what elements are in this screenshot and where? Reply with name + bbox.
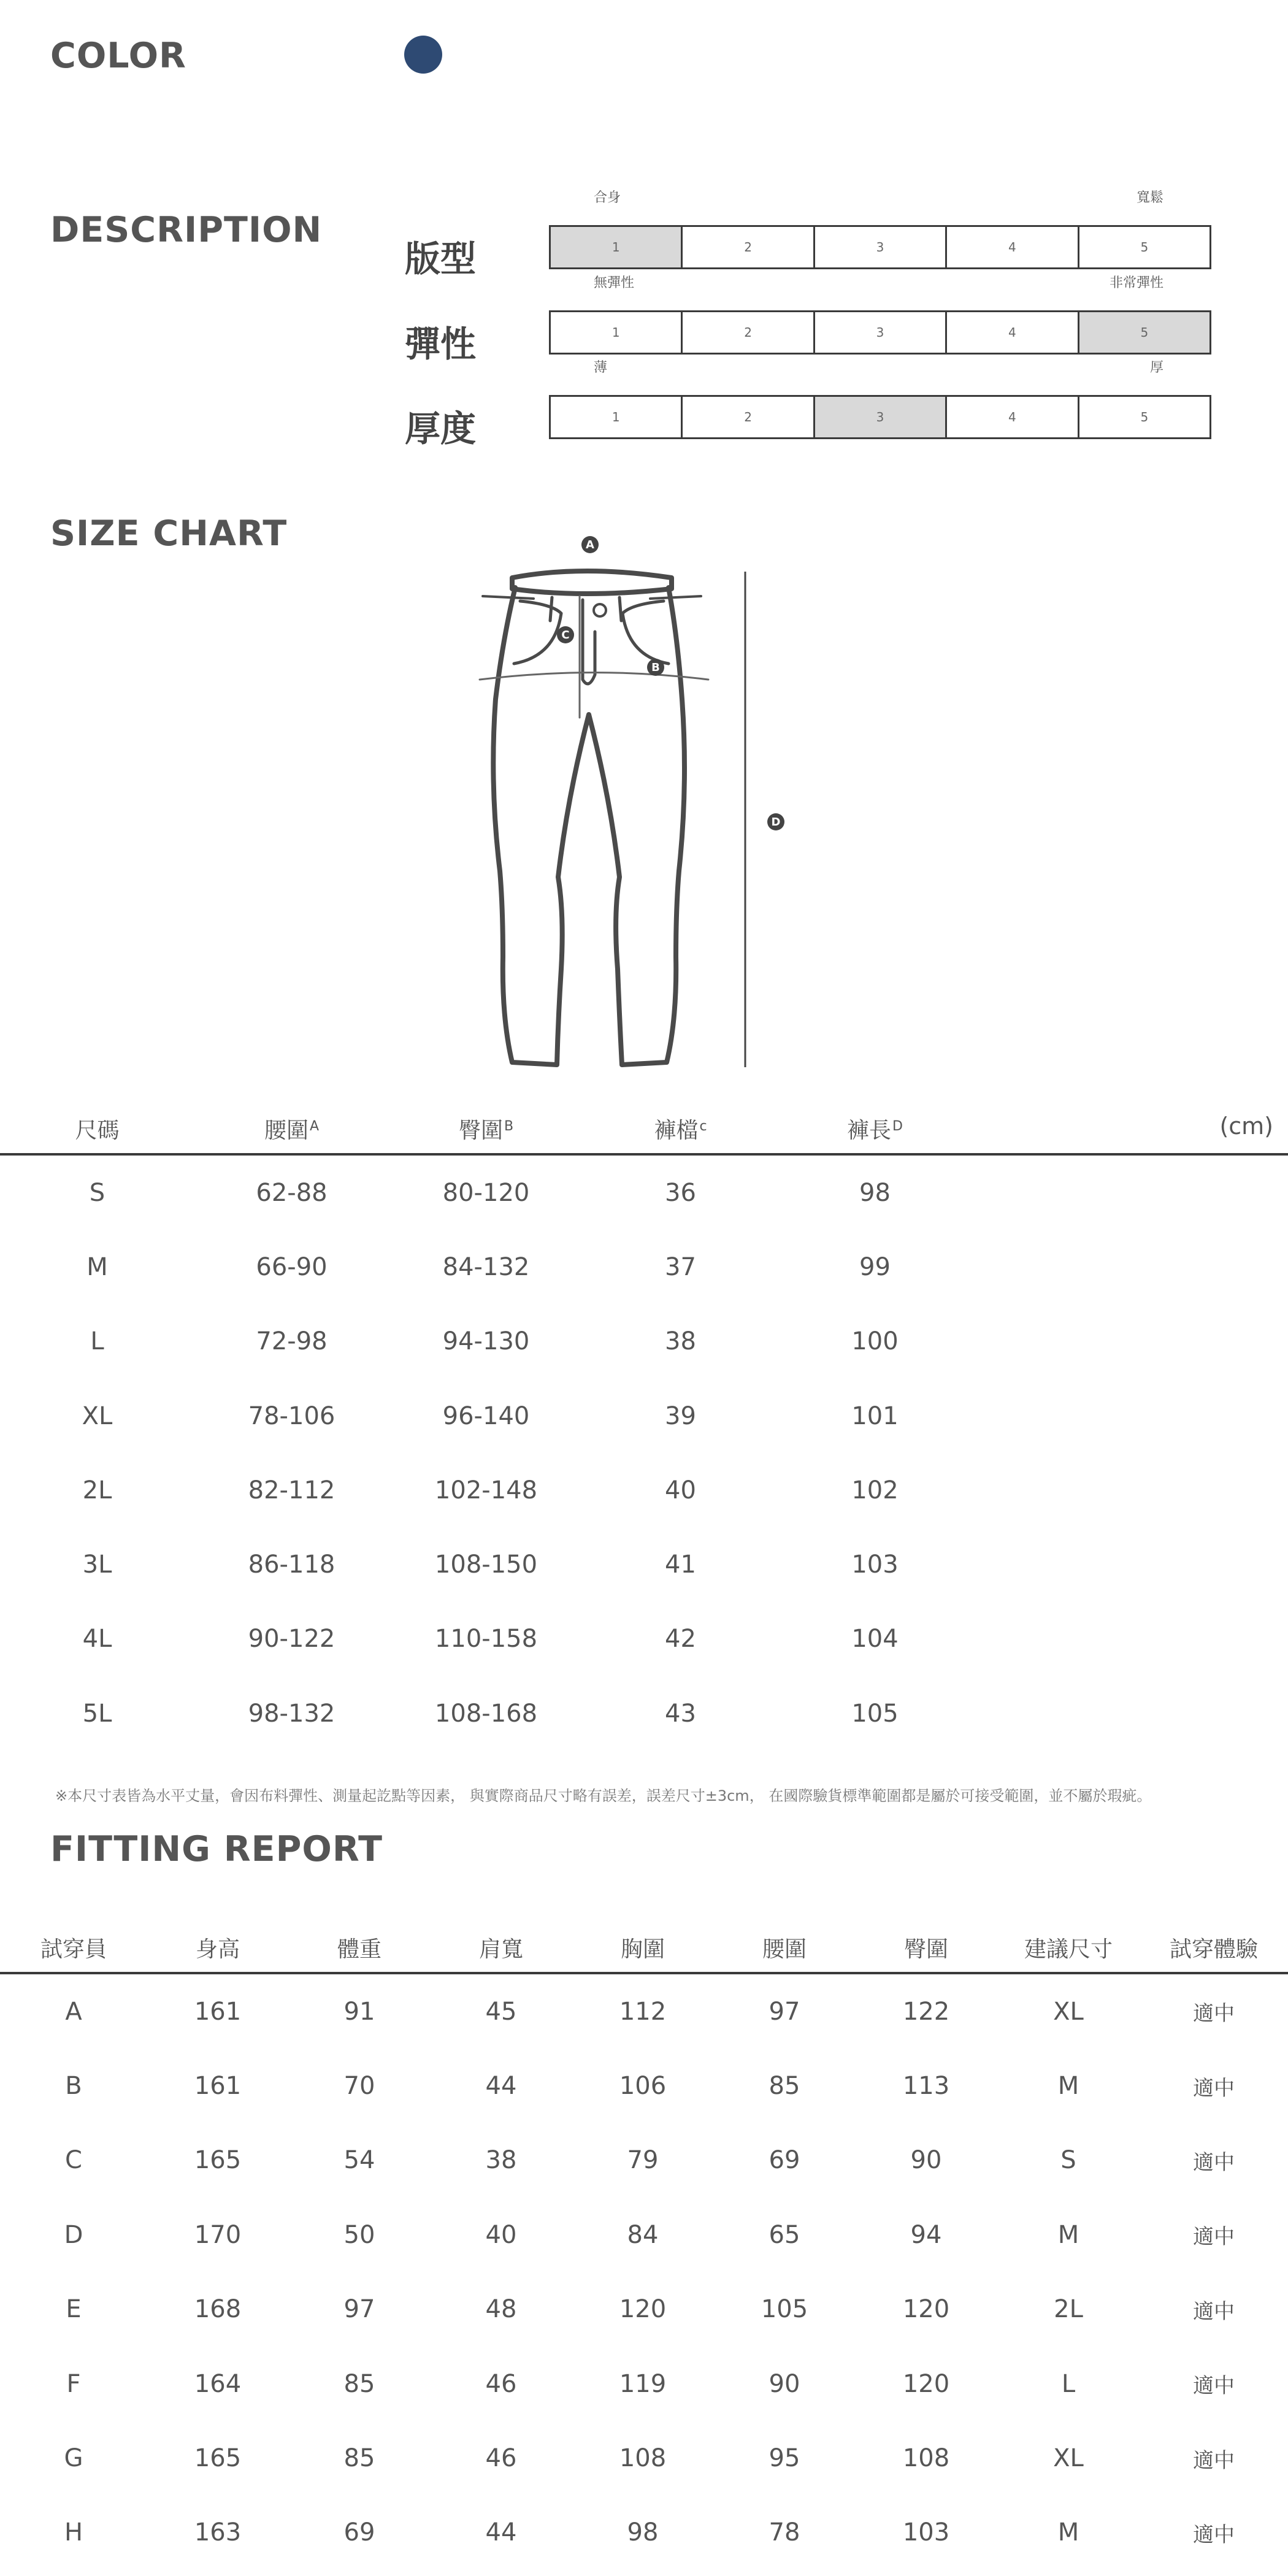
table-cell: 39 [665, 1401, 696, 1430]
table-row [0, 1379, 1288, 1453]
fitting-col-header: 建議尺寸 [1024, 1936, 1113, 1962]
header-marker: D [892, 1118, 903, 1134]
table-cell: 78-106 [248, 1401, 335, 1430]
table-cell: 108 [902, 2444, 950, 2473]
unit-label: (cm) [1219, 1113, 1273, 1140]
header-marker: A [309, 1118, 320, 1134]
scale-cell: 5 [1140, 410, 1149, 424]
table-cell: 96-140 [442, 1401, 530, 1430]
table-cell: D [64, 2220, 83, 2249]
table-cell: XL [82, 1401, 113, 1430]
header-text: 腰圍 [264, 1117, 309, 1143]
marker-c-icon: C [557, 626, 574, 643]
table-cell: 66-90 [256, 1252, 328, 1281]
table-cell: 94-130 [442, 1327, 530, 1356]
table-cell: 37 [665, 1252, 696, 1281]
table-cell: 69 [769, 2146, 800, 2175]
fitting-table-wrapper [0, 1923, 1288, 2570]
table-cell: 165 [194, 2146, 242, 2175]
table-cell: 42 [665, 1625, 696, 1654]
table-cell: 110-158 [434, 1625, 538, 1654]
fitting-table-header [0, 1923, 1288, 1973]
table-cell: 適中 [1193, 2299, 1235, 2324]
scale-left-label: 無彈性 [594, 275, 635, 291]
table-cell: 36 [665, 1178, 696, 1207]
fitting-col-header: 肩寬 [478, 1936, 523, 1962]
table-cell: 適中 [1193, 2076, 1235, 2101]
table-cell: L [90, 1327, 104, 1356]
table-row [0, 1602, 1288, 1676]
table-cell: M [86, 1252, 108, 1281]
table-cell: A [65, 1997, 82, 2026]
size-table-wrapper [0, 1104, 1288, 1750]
header-text: 褲長 [847, 1117, 892, 1143]
scale-cell: 4 [947, 397, 1079, 437]
scale-right-label: 寬鬆 [1136, 190, 1163, 205]
table-cell: 97 [343, 2295, 375, 2324]
color-swatch-navy[interactable] [404, 36, 442, 74]
table-cell: 50 [343, 2220, 375, 2249]
scale-label-2: 彈性 [405, 323, 477, 365]
table-row [0, 1305, 1288, 1379]
header-text: 臀圍 [458, 1117, 503, 1143]
table-cell: 119 [619, 2369, 667, 2398]
scale-cell: 4 [947, 312, 1079, 353]
table-cell: 40 [485, 2220, 517, 2249]
table-cell: 90-122 [248, 1625, 335, 1654]
size-col-header [583, 1104, 778, 1154]
table-row [0, 1676, 1288, 1750]
table-cell: H [64, 2518, 83, 2547]
scale-cell: 2 [683, 227, 815, 267]
size-col-header [194, 1104, 389, 1154]
size-col-header [778, 1104, 972, 1154]
table-cell: 170 [194, 2220, 242, 2249]
table-cell: 82-112 [248, 1476, 335, 1505]
table-cell: 79 [627, 2146, 659, 2175]
table-row [0, 2421, 1288, 2495]
table-cell: M [1057, 2220, 1079, 2249]
table-cell: 84 [627, 2220, 659, 2249]
table-cell: 101 [851, 1401, 899, 1430]
table-cell: 適中 [1193, 2001, 1235, 2026]
scale-bar [549, 395, 1211, 439]
fitting-col-header: 胸圍 [620, 1936, 665, 1962]
marker-b-icon: B [647, 659, 664, 676]
table-cell: 100 [851, 1327, 899, 1356]
size-table [0, 1104, 1288, 1750]
table-cell: M [1057, 2518, 1079, 2547]
scale-bar [549, 225, 1211, 269]
table-row [0, 2123, 1288, 2198]
scale-cell: 5 [1079, 312, 1209, 353]
table-row [0, 1453, 1288, 1527]
table-cell: 70 [343, 2072, 375, 2101]
fitting-col-header: 體重 [337, 1936, 381, 1962]
table-cell: 46 [485, 2369, 517, 2398]
table-cell: F [66, 2369, 81, 2398]
header-text: 尺碼 [75, 1117, 120, 1143]
scale-cell: 2 [683, 397, 815, 437]
table-cell: 38 [485, 2146, 517, 2175]
table-cell: B [65, 2072, 82, 2101]
table-cell: 105 [761, 2295, 808, 2324]
pants-diagram [466, 527, 810, 1079]
table-cell: 85 [343, 2369, 375, 2398]
header-text: 褲檔 [654, 1117, 699, 1143]
marker-d-icon: D [767, 813, 784, 830]
header-marker: B [504, 1118, 514, 1134]
table-cell: 3L [82, 1551, 112, 1579]
table-cell: 84-132 [442, 1252, 530, 1281]
table-cell: 105 [851, 1699, 899, 1728]
table-cell: S [89, 1178, 105, 1207]
table-cell: 適中 [1193, 2448, 1235, 2473]
scale-right-label: 非常彈性 [1109, 275, 1163, 291]
table-row [0, 1527, 1288, 1601]
scale-label-3: 厚度 [405, 408, 477, 450]
table-cell: 102 [851, 1476, 899, 1505]
table-cell: 78 [769, 2518, 800, 2547]
table-cell: 120 [902, 2295, 950, 2324]
table-cell: 85 [343, 2444, 375, 2473]
scale-cell: 1 [551, 227, 683, 267]
table-cell: 112 [619, 1997, 667, 2026]
header-marker: c [699, 1118, 707, 1134]
table-cell: 98-132 [248, 1699, 335, 1728]
table-cell: 2L [82, 1476, 112, 1505]
table-row [0, 2198, 1288, 2272]
table-cell: 168 [194, 2295, 242, 2324]
table-cell: 5L [82, 1699, 112, 1728]
description-section-title: DESCRIPTION [50, 210, 323, 250]
table-cell: 38 [665, 1327, 696, 1356]
table-cell: L [1061, 2369, 1076, 2398]
table-cell: 65 [769, 2220, 800, 2249]
table-cell: 69 [343, 2518, 375, 2547]
table-cell: 97 [769, 1997, 800, 2026]
table-cell: 80-120 [442, 1178, 530, 1207]
table-cell: 適中 [1193, 2374, 1235, 2399]
size-note: ※本尺寸表皆為水平丈量，會因布料彈性、測量起訖點等因素， 與實際商品尺寸略有誤差，誤差尺寸±3cm， 在國際驗貨標準範圍都是屬於可接受範圍，並不屬於瑕疵。 [55, 1787, 1152, 1804]
table-cell: XL [1053, 1997, 1084, 2026]
table-cell: 40 [665, 1476, 696, 1505]
table-row [0, 2347, 1288, 2421]
scale-cell: 1 [551, 312, 683, 353]
scale-label-1: 版型 [405, 238, 477, 280]
table-cell: 161 [194, 1997, 242, 2026]
table-cell: 165 [194, 2444, 242, 2473]
scale-cell: 3 [815, 397, 947, 437]
size-table-header [0, 1104, 1288, 1154]
scale-cell: 4 [947, 227, 1079, 267]
fitting-report-section-title: FITTING REPORT [50, 1829, 383, 1869]
table-cell: 98 [627, 2518, 659, 2547]
table-cell: 164 [194, 2369, 242, 2398]
fitting-table [0, 1923, 1288, 2570]
fitting-col-header: 試穿員 [40, 1936, 107, 1962]
size-col-header [0, 1104, 194, 1154]
table-cell: 103 [851, 1551, 899, 1579]
table-cell: 2L [1054, 2295, 1083, 2324]
table-cell: 102-148 [434, 1476, 538, 1505]
table-cell: 85 [769, 2072, 800, 2101]
table-cell: XL [1053, 2444, 1084, 2473]
table-row [0, 1230, 1288, 1304]
scale-left-label: 薄 [594, 360, 608, 375]
table-row [0, 2496, 1288, 2570]
scale-bar [549, 310, 1211, 355]
scale-cell: 1 [551, 397, 683, 437]
table-cell: 適中 [1193, 2522, 1235, 2547]
marker-a-icon: A [581, 536, 599, 553]
table-cell: 108-150 [434, 1551, 538, 1579]
table-cell: 4L [82, 1625, 112, 1654]
table-cell: 86-118 [248, 1551, 335, 1579]
scale-cell: 2 [683, 312, 815, 353]
table-cell: 48 [485, 2295, 517, 2324]
table-cell: 108 [619, 2444, 667, 2473]
table-cell: 90 [910, 2146, 942, 2175]
fitting-col-header: 身高 [195, 1936, 240, 1962]
table-cell: 44 [485, 2518, 517, 2547]
scale-cell: 3 [815, 227, 947, 267]
table-cell: 106 [619, 2072, 667, 2101]
table-cell: 43 [665, 1699, 696, 1728]
scale-cell: 5 [1140, 240, 1149, 255]
table-cell: 98 [859, 1178, 891, 1207]
table-cell: E [66, 2295, 82, 2324]
table-cell: 122 [902, 1997, 950, 2026]
table-cell: S [1060, 2146, 1076, 2175]
table-cell: 適中 [1193, 2150, 1235, 2175]
table-cell: 91 [343, 1997, 375, 2026]
table-cell: 46 [485, 2444, 517, 2473]
table-cell: 94 [910, 2220, 942, 2249]
table-cell: 41 [665, 1551, 696, 1579]
fitting-col-header: 試穿體驗 [1169, 1936, 1258, 1962]
table-cell: 90 [769, 2369, 800, 2398]
table-cell: C [65, 2146, 82, 2175]
table-cell: 99 [859, 1252, 891, 1281]
table-cell: 120 [902, 2369, 950, 2398]
table-row [0, 1973, 1288, 2049]
table-cell: 適中 [1193, 2225, 1235, 2250]
table-cell: 120 [619, 2295, 667, 2324]
size-col-header [389, 1104, 583, 1154]
table-cell: 113 [902, 2072, 950, 2101]
scale-right-label: 厚 [1149, 360, 1163, 375]
table-row [0, 1154, 1288, 1230]
table-cell: 72-98 [256, 1327, 328, 1356]
table-cell: M [1057, 2072, 1079, 2101]
fitting-col-header: 臀圍 [903, 1936, 948, 1962]
table-cell: 161 [194, 2072, 242, 2101]
table-cell: 104 [851, 1625, 899, 1654]
table-cell: 54 [343, 2146, 375, 2175]
scale-cell: 3 [815, 312, 947, 353]
size-chart-section-title: SIZE CHART [50, 513, 288, 554]
scale-left-label: 合身 [594, 190, 621, 205]
table-cell: 103 [902, 2518, 950, 2547]
table-row [0, 2272, 1288, 2347]
fitting-col-header: 腰圍 [762, 1936, 807, 1962]
table-row [0, 2049, 1288, 2123]
table-cell: 45 [485, 1997, 517, 2026]
table-cell: 163 [194, 2518, 242, 2547]
table-cell: 62-88 [256, 1178, 328, 1207]
color-section-title: COLOR [50, 36, 186, 76]
table-cell: 44 [485, 2072, 517, 2101]
table-cell: G [64, 2444, 83, 2473]
table-cell: 95 [769, 2444, 800, 2473]
table-cell: 108-168 [434, 1699, 538, 1728]
